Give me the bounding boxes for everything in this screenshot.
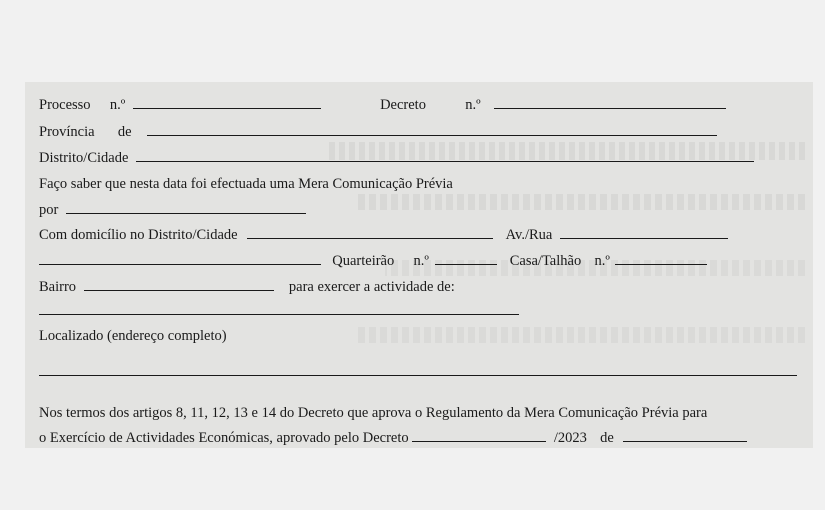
quarteirao-field[interactable] xyxy=(435,252,497,265)
por-row xyxy=(39,201,306,219)
provincia-field[interactable] xyxy=(147,123,717,136)
processo-number-label: n.º xyxy=(109,97,126,113)
actividade-field[interactable] xyxy=(39,314,519,315)
decreto-field[interactable] xyxy=(494,96,726,109)
localizado-label: Localizado (endereço completo) xyxy=(39,328,227,344)
domicilio-row xyxy=(39,226,728,244)
localizado-field[interactable] xyxy=(39,375,797,376)
bleed-through-decoration xyxy=(355,327,805,343)
termos-date-field[interactable] xyxy=(623,429,747,442)
provincia-label: Província xyxy=(39,124,95,140)
bairro-field[interactable] xyxy=(84,278,274,291)
faco-saber-text: Faço saber que nesta data foi efectuada uma Mera Comunicação Prévia xyxy=(39,176,453,192)
termos-text: o Exercício de Actividades Económicas, aprovado pelo Decreto xyxy=(39,430,409,446)
casa-field[interactable] xyxy=(615,252,707,265)
actividade-label: para exercer a actividade de: xyxy=(288,279,455,295)
quarteirao-number-label: n.º xyxy=(413,253,429,269)
processo-row xyxy=(39,96,726,114)
termos-year: /2023 xyxy=(553,430,587,446)
termos-decreto-field[interactable] xyxy=(412,429,546,442)
av-rua-field[interactable] xyxy=(560,226,728,239)
casa-number-label: n.º xyxy=(594,253,610,269)
av-rua-label: Av./Rua xyxy=(505,227,553,243)
bairro-row xyxy=(39,278,455,296)
distrito-row xyxy=(39,149,754,167)
processo-field[interactable] xyxy=(133,96,321,109)
decreto-number-label: n.º xyxy=(465,97,481,113)
form-paper xyxy=(25,82,813,448)
quarteirao-label: Quarteirão xyxy=(332,253,395,269)
distrito-field[interactable] xyxy=(136,149,754,162)
provincia-de-label: de xyxy=(117,124,132,140)
casa-label: Casa/Talhão xyxy=(509,253,582,269)
processo-label: Processo xyxy=(39,97,91,113)
termos-de-label: de xyxy=(600,430,614,446)
domicilio-label: Com domicílio no Distrito/Cidade xyxy=(39,227,238,243)
distrito-label: Distrito/Cidade xyxy=(39,150,129,166)
address-field[interactable] xyxy=(39,252,321,265)
por-label: por xyxy=(39,202,59,218)
bleed-through-decoration xyxy=(355,194,805,210)
termos-line-2 xyxy=(39,429,747,447)
quarteirao-row xyxy=(39,252,707,270)
provincia-row xyxy=(39,123,717,141)
termos-line-1: Nos termos dos artigos 8, 11, 12, 13 e 14 do Decreto que aprova o Regulamento da Mera Comunicação Prévia para xyxy=(39,405,708,421)
decreto-label: Decreto xyxy=(380,97,426,113)
domicilio-field[interactable] xyxy=(247,226,493,239)
por-field[interactable] xyxy=(66,201,306,214)
bairro-label: Bairro xyxy=(39,279,77,295)
